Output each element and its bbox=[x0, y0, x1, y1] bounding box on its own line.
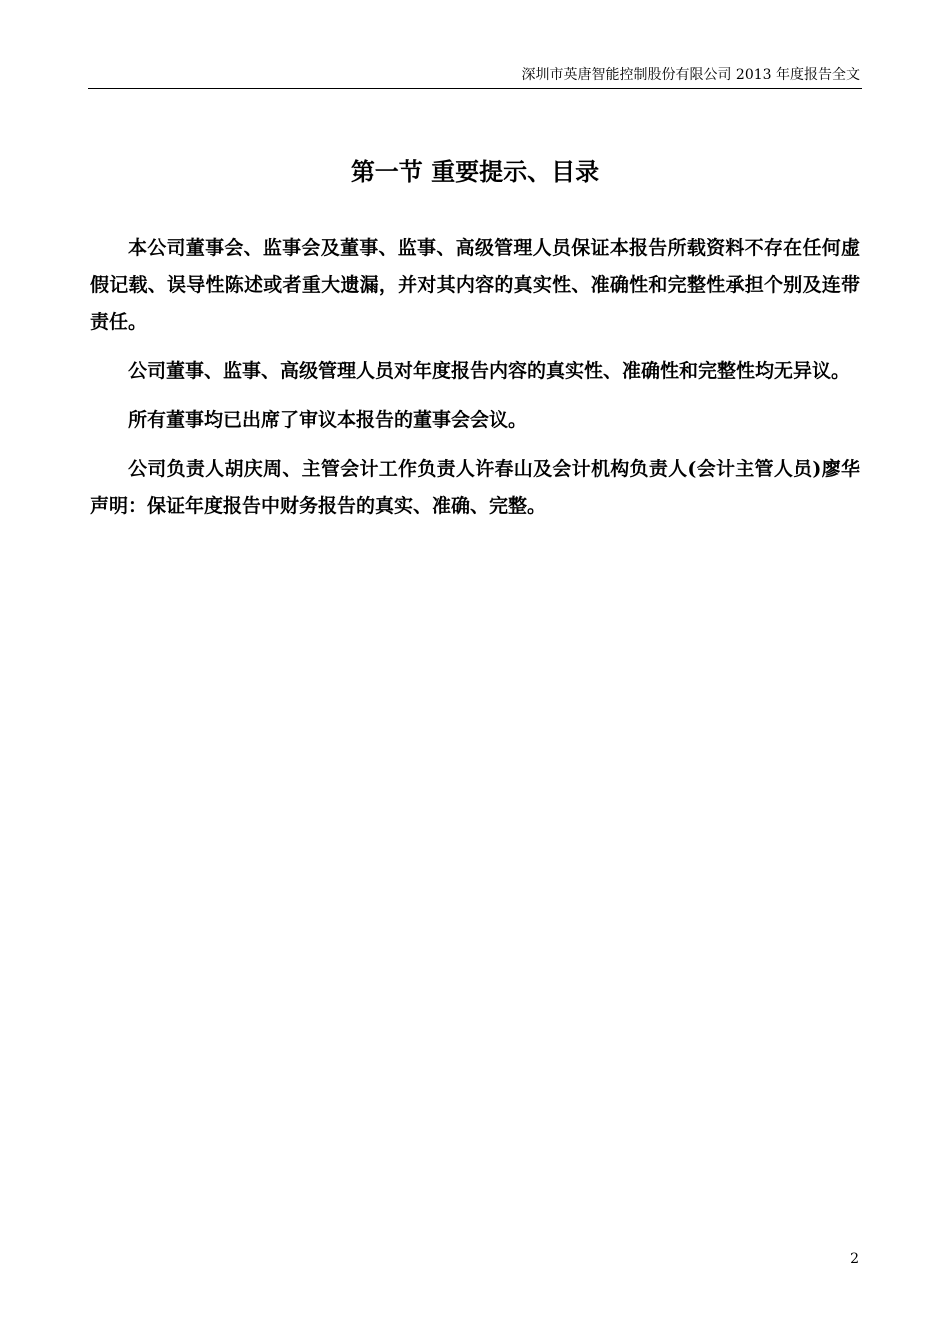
paragraph-board-guarantee: 本公司董事会、监事会及董事、监事、高级管理人员保证本报告所载资料不存在任何虚假记载、误导性陈述或者重大遗漏，并对其内容的真实性、准确性和完整性承担个别及连带责任。 bbox=[90, 237, 860, 333]
paragraph-no-objection: 公司董事、监事、高级管理人员对年度报告内容的真实性、准确性和完整性均无异议。 bbox=[128, 360, 851, 382]
section-title: 第一节 重要提示、目录 bbox=[350, 157, 600, 186]
document-body bbox=[90, 230, 860, 537]
page-number: 2 bbox=[850, 1251, 859, 1267]
page-header bbox=[88, 62, 862, 89]
paragraph-responsible-persons: 公司负责人胡庆周、主管会计工作负责人许春山及会计机构负责人(会计主管人员)廖华声明：保证年度报告中财务报告的真实、准确、完整。 bbox=[90, 458, 860, 517]
paragraph-attendance: 所有董事均已出席了审议本报告的董事会会议。 bbox=[128, 409, 528, 431]
header-text: 深圳市英唐智能控制股份有限公司 2013 年度报告全文 bbox=[521, 67, 860, 83]
